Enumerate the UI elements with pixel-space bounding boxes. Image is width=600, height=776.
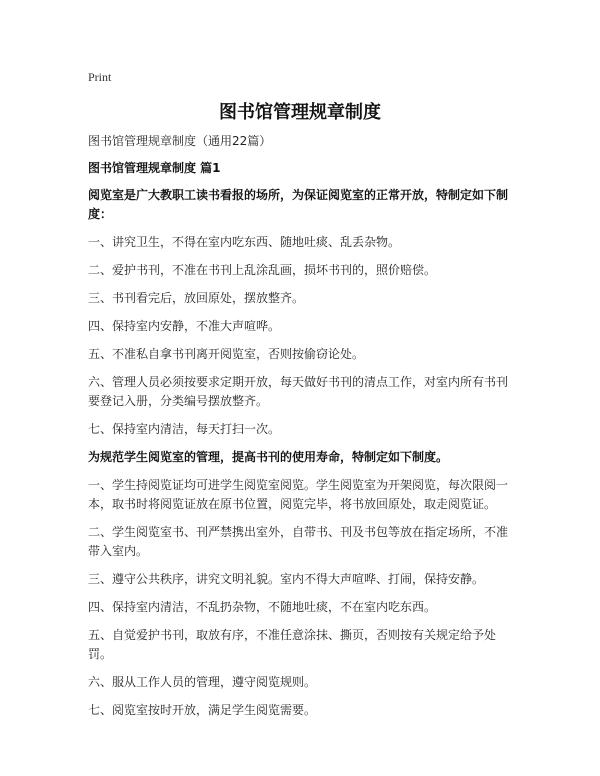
- section-heading: 图书馆管理规章制度 篇1: [88, 161, 221, 175]
- rule-item: 一、学生持阅览证均可进学生阅览室阅览。学生阅览室为开架阅览，每次限阅一本，取书时将阅览证放在原书位置，阅览完毕，将书放回原处，取走阅览证。: [88, 478, 509, 511]
- rule-item: 四、保持室内安静，不准大声喧哗。: [88, 319, 281, 333]
- rule-item: 五、自觉爱护书刊，取放有序，不准任意涂抹、撕页，否则按有关规定给予处罚。: [88, 628, 497, 661]
- rule-item: 七、保持室内清洁，每天打扫一次。: [88, 422, 281, 436]
- rule-item: 三、遵守公共秩序，讲究文明礼貌。室内不得大声喧哗、打闹，保持安静。: [88, 572, 485, 586]
- rule-item: 二、学生阅览室书、刊严禁携出室外，自带书、刊及书包等放在指定场所，不准带入室内。: [88, 525, 509, 558]
- rule-item: 六、管理人员必须按要求定期开放，每天做好书刊的清点工作，对室内所有书刊要登记入册，分类编号摆放整齐。: [88, 375, 509, 408]
- document-subtitle: 图书馆管理规章制度（通用22篇）: [88, 134, 272, 148]
- intro-paragraph-2: 为规范学生阅览室的管理，提高书刊的使用寿命，特制定如下制度。: [88, 450, 449, 464]
- page-title: 图书馆管理规章制度: [219, 102, 381, 123]
- rule-item: 五、不准私自拿书刊离开阅览室，否则按偷窃论处。: [88, 347, 365, 361]
- intro-paragraph-1: 阅览室是广大教职工读书看报的场所，为保证阅览室的正常开放，特制定如下制度：: [88, 188, 509, 221]
- rule-item: 四、保持室内清洁，不乱扔杂物，不随地吐痰，不在室内吃东西。: [88, 600, 437, 614]
- rule-item: 一、讲究卫生，不得在室内吃东西、随地吐痰、乱丢杂物。: [88, 235, 401, 249]
- document-body: [88, 132, 518, 729]
- rule-item: 三、书刊看完后，放回原处，摆放整齐。: [88, 291, 305, 305]
- rule-item: 二、爱护书刊，不准在书刊上乱涂乱画，损坏书刊的，照价赔偿。: [88, 263, 437, 277]
- rule-item: 六、服从工作人员的管理，遵守阅览规则。: [88, 675, 317, 689]
- print-label: Print: [88, 70, 112, 84]
- rule-item: 七、阅览室按时开放，满足学生阅览需要。: [88, 703, 317, 717]
